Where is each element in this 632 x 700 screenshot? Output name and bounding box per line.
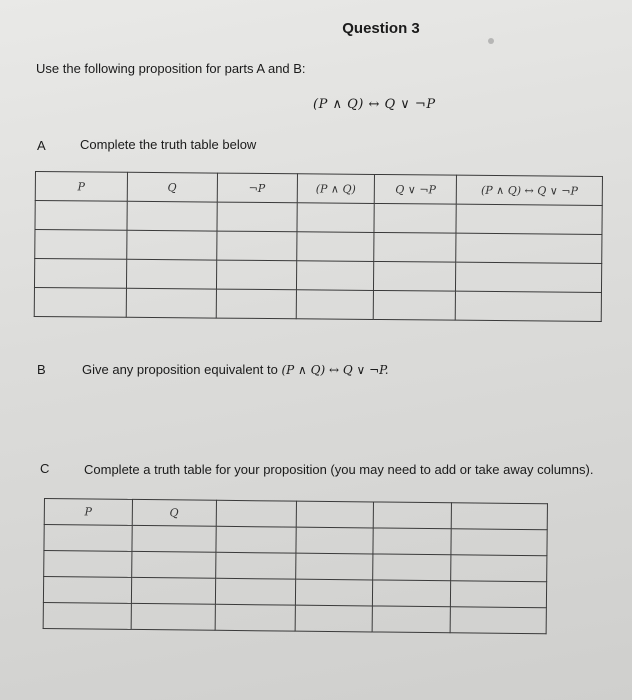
table-cell[interactable]	[215, 604, 295, 631]
table-cell[interactable]	[373, 528, 451, 555]
paper-speck	[488, 38, 494, 44]
table-cell[interactable]	[451, 529, 547, 556]
truth-table-c	[43, 498, 548, 634]
part-c-letter: C	[40, 461, 50, 476]
table-cell[interactable]	[131, 577, 215, 604]
table-cell[interactable]	[132, 551, 216, 578]
part-b-text: Give any proposition equivalent to	[82, 362, 282, 377]
table-row	[34, 287, 601, 321]
part-c-instruction: Complete a truth table for your proposition (you may need to add or take away columns).	[84, 462, 594, 477]
question-title: Question 3	[342, 20, 420, 37]
table-c-header-blank[interactable]	[216, 500, 296, 527]
table-cell[interactable]	[216, 526, 296, 553]
truth-table-a	[34, 171, 603, 322]
table-cell[interactable]	[295, 579, 373, 606]
part-a-instruction: Complete the truth table below	[80, 137, 257, 152]
table-c-header-q: Q	[132, 499, 216, 526]
table-cell[interactable]	[216, 231, 296, 261]
table-cell[interactable]	[296, 290, 374, 320]
table-cell[interactable]	[295, 605, 373, 632]
intro-text: Use the following proposition for parts A and B:	[36, 61, 306, 76]
table-cell[interactable]	[127, 230, 217, 260]
table-cell[interactable]	[126, 288, 216, 318]
table-cell[interactable]	[215, 578, 295, 605]
table-cell[interactable]	[216, 289, 296, 319]
part-b-instruction	[82, 362, 389, 377]
table-cell[interactable]	[374, 203, 456, 233]
table-cell[interactable]	[456, 262, 602, 292]
table-cell[interactable]	[127, 201, 217, 231]
table-row	[43, 602, 546, 633]
part-a-letter: A	[37, 138, 46, 153]
table-cell[interactable]	[455, 291, 601, 321]
table-cell[interactable]	[132, 525, 216, 552]
table-c-header-blank[interactable]	[374, 502, 452, 529]
table-cell[interactable]	[34, 287, 126, 317]
table-cell[interactable]	[451, 581, 547, 608]
table-cell[interactable]	[372, 606, 450, 633]
table-cell[interactable]	[44, 551, 132, 578]
table-cell[interactable]	[374, 261, 456, 291]
table-cell[interactable]	[34, 259, 126, 289]
table-c-header-p: P	[44, 499, 132, 526]
table-cell[interactable]	[43, 577, 131, 604]
table-cell[interactable]	[295, 527, 373, 554]
table-cell[interactable]	[456, 204, 602, 234]
part-b-formula: (P ∧ Q) ↔ Q ∨ ¬P.	[281, 363, 389, 377]
table-cell[interactable]	[216, 260, 296, 290]
table-a-header-biconditional: (P ∧ Q) ↔ Q ∨ ¬P	[456, 175, 602, 205]
table-cell[interactable]	[35, 201, 127, 231]
table-cell[interactable]	[296, 203, 374, 233]
table-cell[interactable]	[217, 202, 297, 232]
table-c-header-blank[interactable]	[451, 503, 547, 530]
table-cell[interactable]	[374, 290, 456, 320]
table-cell[interactable]	[296, 232, 374, 262]
table-cell[interactable]	[373, 580, 451, 607]
table-cell[interactable]	[295, 553, 373, 580]
table-cell[interactable]	[35, 230, 127, 260]
table-cell[interactable]	[215, 552, 295, 579]
table-a-header-not-p: ¬P	[217, 173, 297, 203]
table-cell[interactable]	[44, 525, 132, 552]
table-c-header-blank[interactable]	[296, 501, 374, 528]
table-cell[interactable]	[374, 232, 456, 262]
table-a-header-p: P	[35, 172, 127, 202]
table-cell[interactable]	[451, 555, 547, 582]
table-cell[interactable]	[131, 603, 215, 630]
part-b-letter: B	[37, 362, 46, 377]
table-a-header-p-and-q: (P ∧ Q)	[297, 174, 375, 204]
table-cell[interactable]	[43, 602, 131, 629]
table-cell[interactable]	[450, 607, 546, 634]
table-cell[interactable]	[456, 233, 602, 263]
table-a-header-q: Q	[127, 172, 217, 202]
table-a-header-q-or-not-p: Q ∨ ¬P	[375, 174, 457, 204]
table-cell[interactable]	[126, 259, 216, 289]
table-cell[interactable]	[373, 554, 451, 581]
main-proposition: (P ∧ Q) ↔ Q ∨ ¬P	[313, 97, 436, 112]
table-cell[interactable]	[296, 261, 374, 291]
